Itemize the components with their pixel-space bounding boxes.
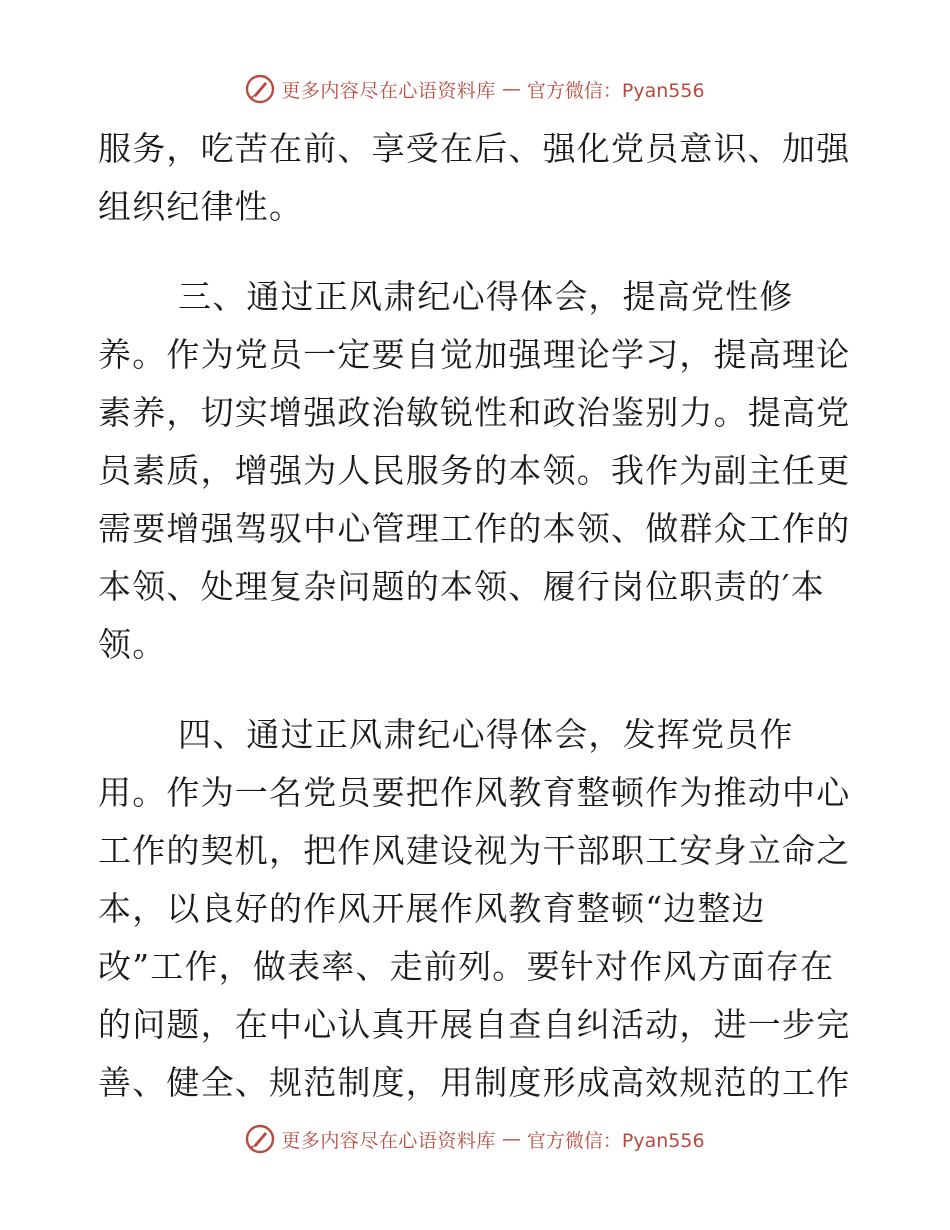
watermark-dash: — — [501, 78, 521, 100]
text-line: 四、通过正风肃纪心得体会，发挥党员作 — [178, 715, 794, 754]
text-line: 善、健全、规范制度，用制度形成高效规范的工作 — [98, 1063, 851, 1102]
text-line: 养。作为党员一定要自觉加强理论学习，提高理论 — [98, 335, 851, 374]
text-line: 用。作为一名党员要把作风教育整顿作为推动中心 — [98, 773, 851, 812]
text-line: 的问题，在中心认真开展自查自纠活动，进一步完 — [98, 1005, 851, 1044]
text-line: 组织纪律性。 — [98, 187, 304, 226]
header-watermark — [0, 74, 950, 104]
watermark-text: 更多内容尽在心语资料库 — [281, 1129, 496, 1152]
text-line: 本，以良好的作风开展作风教育整顿“边整边 — [98, 889, 766, 928]
document-body — [98, 120, 858, 1112]
paragraph-continuation — [98, 120, 858, 236]
watermark-contact: 官方微信：Pyan556 — [526, 1129, 705, 1152]
text-line: 需要增强驾驭中心管理工作的本领、做群众工作的 — [98, 509, 851, 548]
footer-watermark — [0, 1124, 950, 1154]
text-line: 三、通过正风肃纪心得体会，提高党性修 — [178, 277, 794, 316]
watermark-text: 更多内容尽在心语资料库 — [281, 79, 496, 102]
paragraph-four — [98, 706, 858, 1112]
text-line: 改”工作，做表率、走前列。要针对作风方面存在 — [98, 947, 835, 986]
text-line: 员素质，增强为人民服务的本领。我作为副主任更 — [98, 451, 851, 490]
text-line: 素养，切实增强政治敏锐性和政治鉴别力。提高党 — [98, 393, 851, 432]
text-line: 服务，吃苦在前、享受在后、强化党员意识、加强 — [98, 129, 851, 168]
watermark-dash: — — [501, 1128, 521, 1150]
text-line: 领。 — [98, 625, 167, 664]
feather-pen-icon — [245, 1124, 275, 1154]
text-line: 工作的契机，把作风建设视为干部职工安身立命之 — [98, 831, 851, 870]
watermark-contact: 官方微信：Pyan556 — [526, 79, 705, 102]
paragraph-three — [98, 268, 858, 674]
text-line: 本领、处理复杂问题的本领、履行岗位职责的′本 — [98, 567, 825, 606]
feather-pen-icon — [245, 74, 275, 104]
